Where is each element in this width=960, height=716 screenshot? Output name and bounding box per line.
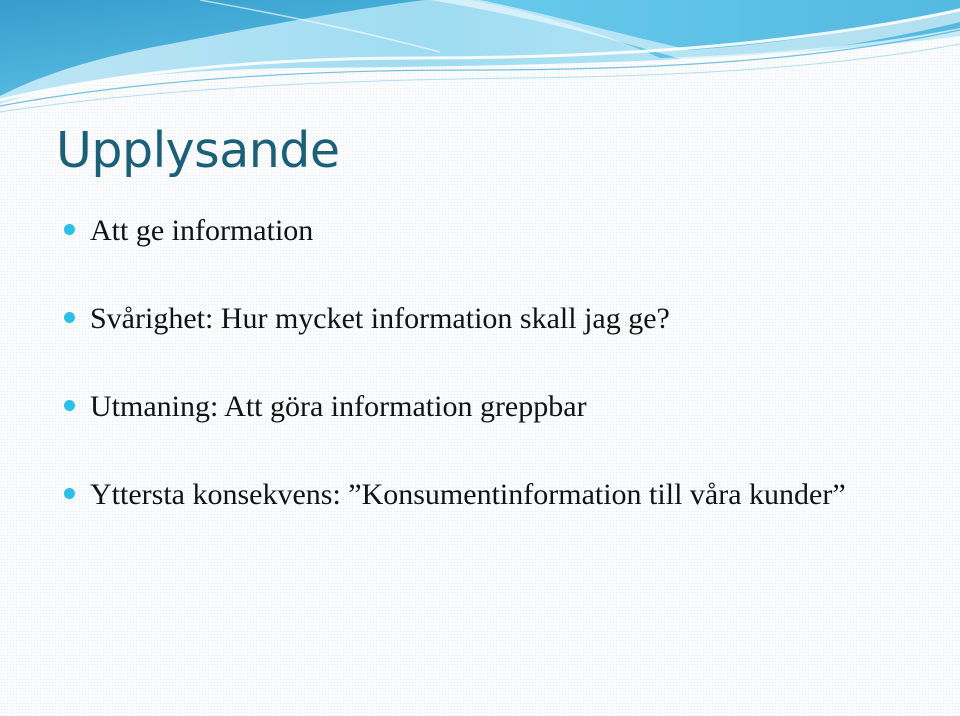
bullet-item [64, 210, 924, 251]
bullet-text: Att ge information [90, 214, 314, 247]
bullet-item [64, 474, 924, 515]
bullet-dot-icon [64, 224, 75, 235]
bullet-list [64, 210, 924, 515]
slide-title: Upplysande [56, 122, 340, 179]
bullet-text: Yttersta konsekvens: ”Konsumentinformation till våra kunder” [90, 478, 846, 511]
bullet-dot-icon [64, 488, 75, 499]
bullet-dot-icon [64, 400, 75, 411]
bullet-text: Utmaning: Att göra information greppbar [90, 390, 587, 423]
bullet-item [64, 298, 924, 339]
bullet-dot-icon [64, 312, 75, 323]
bullet-item [64, 386, 924, 427]
decorative-wave-banner [0, 0, 960, 120]
bullet-text: Svårighet: Hur mycket information skall jag ge? [90, 302, 670, 335]
